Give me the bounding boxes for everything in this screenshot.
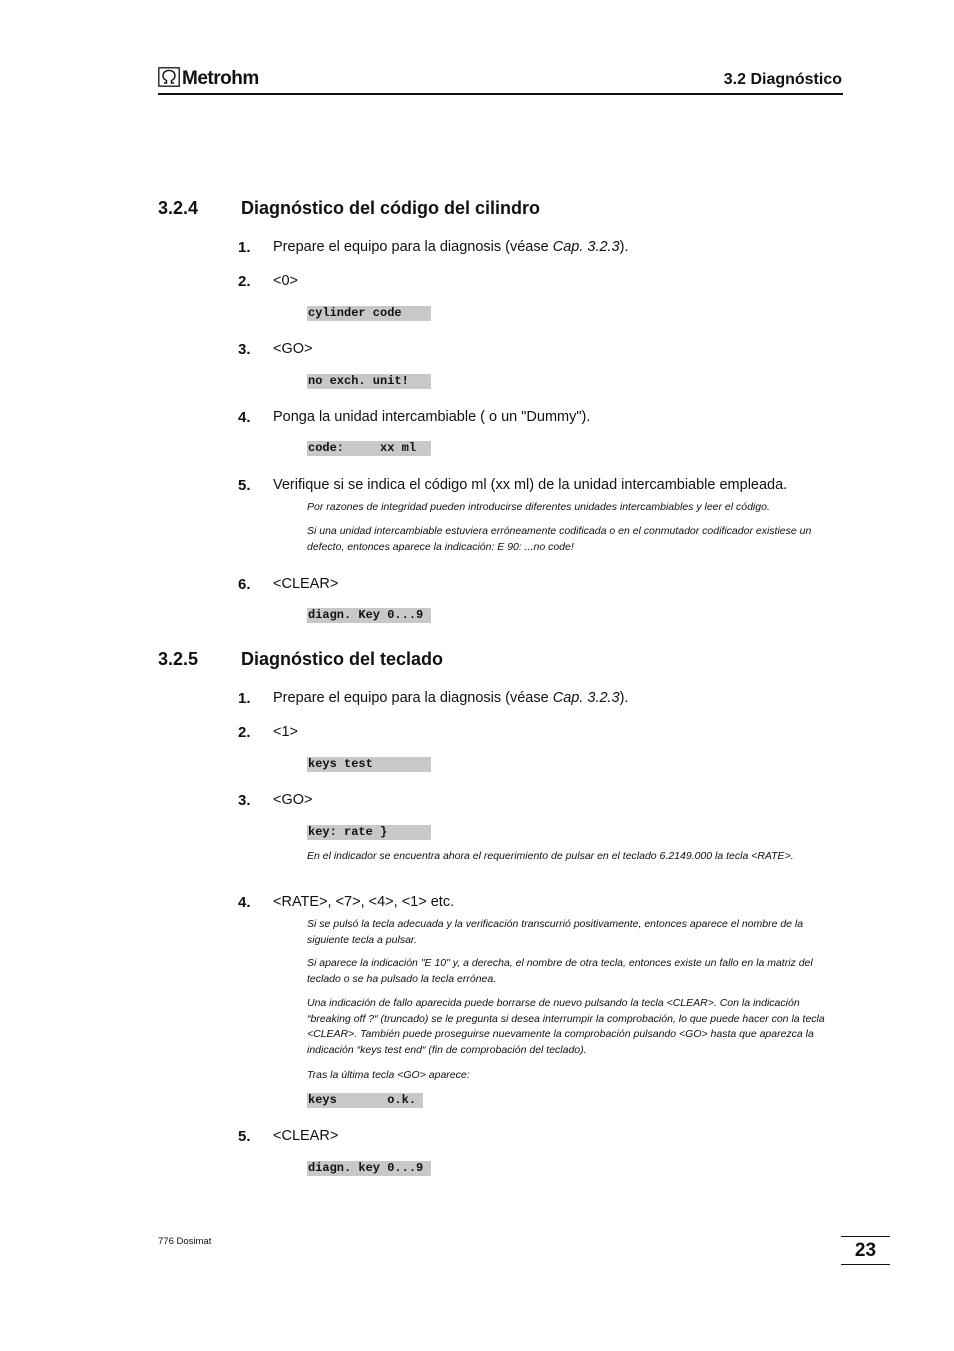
step-number: 4. [238,894,251,911]
step-number: 3. [238,341,251,358]
chapter-reference: Cap. 3.2.3 [552,239,620,255]
step-number: 2. [238,273,251,290]
device-display: code: xx ml [307,441,431,456]
step-text: Prepare el equipo para la diagnosis (véase Cap. 3.2.3). [273,239,629,255]
device-display: cylinder code [307,306,431,321]
step-number: 1. [238,239,251,256]
step-text: <1> [273,724,298,740]
step-text: Prepare el equipo para la diagnosis (véase Cap. 3.2.3). [273,690,629,706]
step-number: 6. [238,576,251,593]
header-section-title: 3.2 Diagnóstico [723,71,842,88]
step-number: 2. [238,724,251,741]
chapter-reference: Cap. 3.2.3 [552,690,620,706]
page-number-rule-bottom [841,1264,890,1265]
step-number: 5. [238,477,251,494]
step-note: Tras la última tecla <GO> aparece: [307,1069,470,1081]
step-number: 1. [238,690,251,707]
step-note: Si aparece la indicación "E 10" y, a derecha, el nombre de otra tecla, entonces existe un fallo en la matriz del teclado o se ha pulsado la tecla errónea. [307,957,813,985]
step-number: 5. [238,1128,251,1145]
brand-logo [158,66,259,92]
step-number: 3. [238,792,251,809]
step-text: <GO> [273,792,313,808]
step-number: 4. [238,409,251,426]
omega-logo-icon [158,67,180,92]
step-note: Si se pulsó la tecla adecuada y la verificación transcurrió positivamente, entonces aparece el nombre de la siguiente tecla a pulsar. [307,918,804,946]
step-text: <CLEAR> [273,1128,339,1144]
step-note: Una indicación de fallo aparecida puede borrarse de nuevo pulsando la tecla <CLEAR>. Con la indicación “breaking off ?“ (truncado) se le pregunta si desea interrumpir la comprobación, lo que puede hacer con la tecla <CLEAR>. También puede proseguirse nuevamente la comprobación pulsando <GO> hasta que aparezca la indicación “keys test end“ (fin de comprobación del teclado). [307,997,825,1056]
header-divider [158,93,843,95]
page-number: 23 [854,1240,877,1261]
step-text: <CLEAR> [273,576,339,592]
step-text: <GO> [273,341,313,357]
device-display: no exch. unit! [307,374,431,389]
step-note: Si una unidad intercambiable estuviera erróneamente codificada o en el conmutador codificador existiese un defecto, entonces aparece la indicación: E 90: ...no code! [307,525,812,553]
device-display: keys test [307,757,431,772]
section-number: 3.2.4 [158,198,199,218]
footer-product-name: 776 Dosimat [158,1236,212,1247]
brand-name: Metrohm [182,68,259,89]
device-display: diagn. Key 0...9 [307,608,431,623]
step-text: <0> [273,273,298,289]
page-number-rule-top [841,1236,890,1237]
section-title: Diagnóstico del teclado [241,649,444,669]
device-display: diagn. key 0...9 [307,1161,431,1176]
step-text: Verifique si se indica el código ml (xx ml) de la unidad intercambiable empleada. [273,477,788,493]
section-number: 3.2.5 [158,649,199,669]
device-display: keys o.k. [307,1093,423,1108]
device-display: key: rate } [307,825,431,840]
step-text: <RATE>, <7>, <4>, <1> etc. [273,894,455,910]
section-title: Diagnóstico del código del cilindro [241,198,541,218]
step-note: Por razones de integridad pueden introducirse diferentes unidades intercambiables y leer el código. [307,501,770,513]
step-text: Ponga la unidad intercambiable ( o un "Dummy"). [273,409,591,425]
step-note: En el indicador se encuentra ahora el requerimiento de pulsar en el teclado 6.2149.000 la tecla <RATE>. [307,850,794,862]
